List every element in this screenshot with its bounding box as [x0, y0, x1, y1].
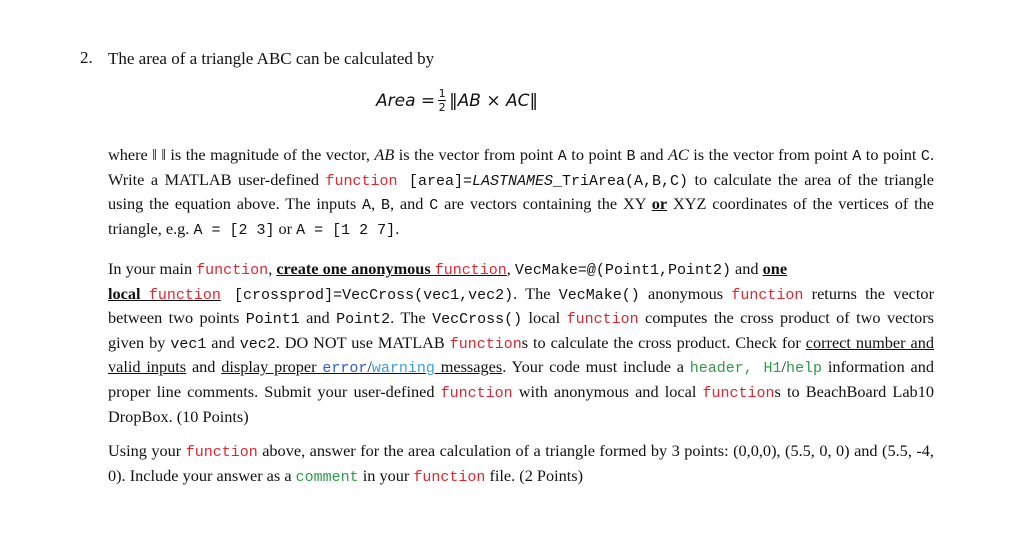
problem-intro: The area of a triangle ABC can be calculated by — [108, 49, 435, 68]
paragraph-main-function: In your main function, create one anonymous function, VecMake=@(Point1,Point2) and one local function [crossprod]=VecCross(vec1,vec2). The VecMake() anonymous function returns the vector between two points Point1 and Point2. The VecCross() local function computes the cross product of two vectors given by vec1 and vec2. DO NOT use MATLAB functions to calculate the cross product. Check for correct number and valid inputs and display proper error/warning messages. Your code must include a header, H1/help information and proper line comments. Submit your user-defined function with anonymous and local functions to BeachBoard Lab10 DropBox. (10 Points) — [108, 259, 935, 426]
keyword-function: function — [325, 172, 398, 190]
keyword-function: function — [185, 444, 258, 461]
formula-lhs: Area = — [376, 90, 436, 111]
keyword-h1: H1 — [763, 360, 782, 378]
keyword-function: function — [731, 286, 804, 304]
area-formula — [376, 88, 538, 113]
keyword-function: function — [196, 262, 269, 279]
keyword-header: header — [689, 360, 744, 378]
keyword-error: error — [322, 360, 368, 378]
keyword-function: function — [566, 311, 639, 329]
keyword-function: function — [440, 384, 513, 402]
keyword-comment: comment — [295, 468, 359, 486]
keyword-function: function — [148, 286, 221, 304]
keyword-function: function — [413, 468, 486, 486]
formula-fraction — [438, 88, 446, 113]
keyword-help: help — [786, 360, 823, 378]
problem-number: 2. — [80, 48, 93, 67]
keyword-function: function — [702, 384, 775, 402]
fraction-numerator: 1 — [438, 87, 446, 100]
keyword-function: function — [434, 262, 507, 279]
fraction-denominator: 2 — [438, 101, 446, 114]
keyword-warning: warning — [371, 360, 435, 378]
formula-rhs: ‖AB × AC‖ — [449, 90, 538, 111]
paragraph-function-description: where ‖ ‖ is the magnitude of the vector, AB is the vector from point A to point B and AC is the vector from point A to point C. Write a MATLAB user-defined function [area]=LASTNAMES_TriArea(A,B,C) to calculate the area of the triangle using the equation above. The inputs A, B, and C are vectors containing the XY or XYZ coordinates of the vertices of the triangle, e.g. A = [2 3] or A = [1 2 7]. — [108, 145, 935, 239]
paragraph-area-question: Using your function above, answer for the area calculation of a triangle formed by 3 points: (0,0,0), (5.5, 0, 0) and (5.5, -4, 0). Include your answer as a comment in your function file. (2 Points) — [108, 441, 935, 486]
keyword-function: function — [449, 335, 522, 353]
